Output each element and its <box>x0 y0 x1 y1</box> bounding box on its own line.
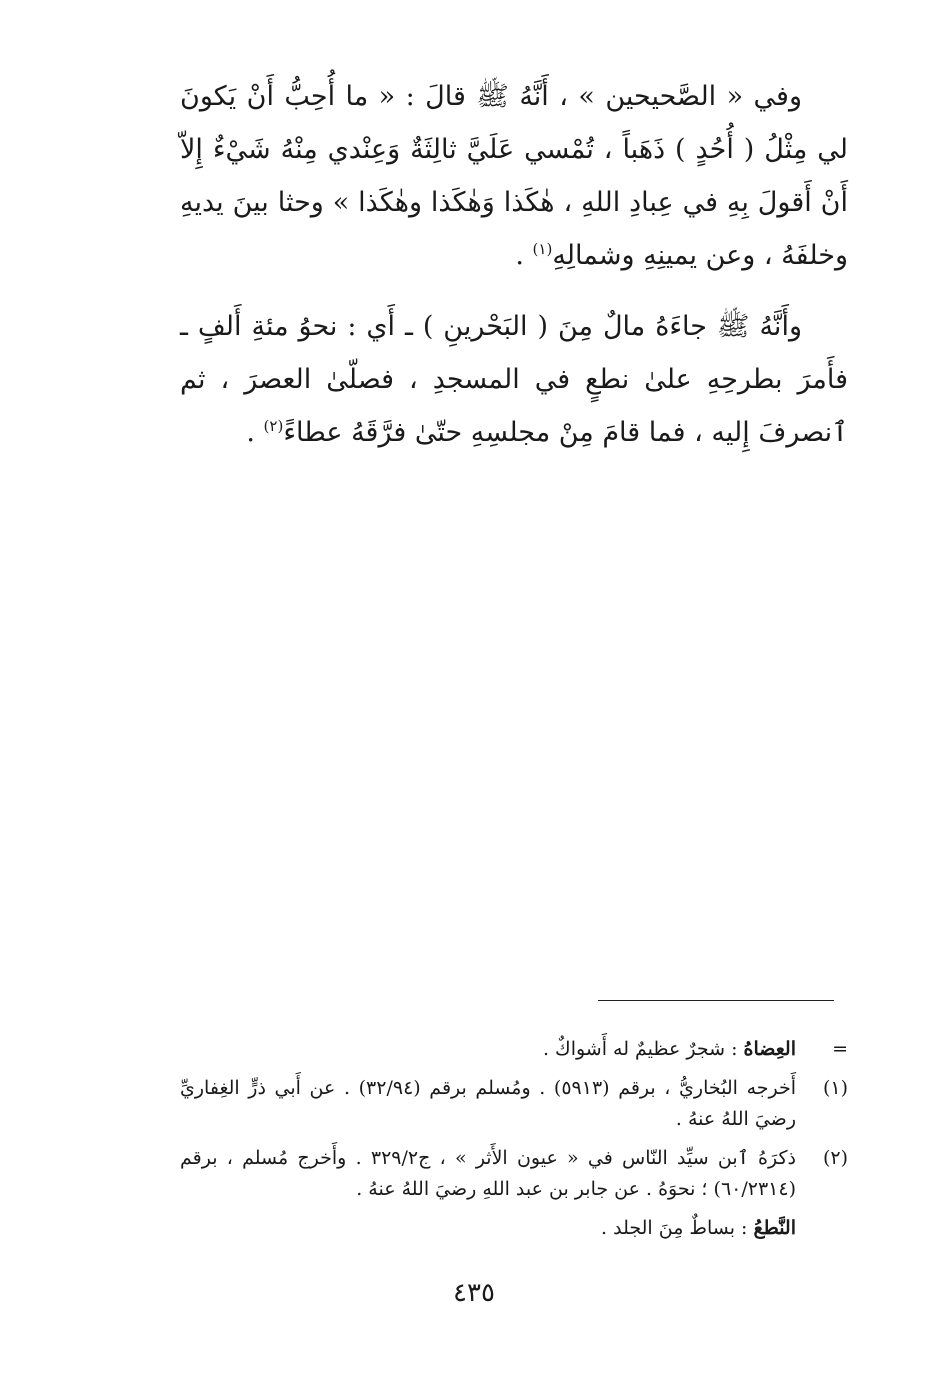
footnote-marker <box>796 1213 848 1244</box>
paragraph-2-line-2: بطرحِهِ علىٰ نطعٍ في المسجدِ ، فصلّىٰ العصرَ ، ثم ٱنصرفَ إِليه ، <box>180 364 848 448</box>
main-text <box>180 70 848 459</box>
footnote-number: (٢) <box>822 1147 848 1169</box>
paragraph-1-line-1: وفي « الصَّحيحين » ، أَنَّهُ ﷺ قالَ : « ما أُحِبُّ أَنْ يَكونَ لي مِثْلُ <box>180 81 848 165</box>
footnote-divider <box>598 1000 834 1001</box>
footnote-ref-1[interactable]: (١) <box>532 240 553 258</box>
footnote-number: (١) <box>822 1077 848 1099</box>
footnotes-section <box>180 1034 848 1252</box>
footnote-2 <box>180 1143 848 1205</box>
paragraph-2-end: . <box>246 417 264 448</box>
glossary-definition: : بساطٌ مِنَ الجلد . <box>601 1217 754 1239</box>
glossary-term: العِضاهُ <box>743 1038 796 1060</box>
paragraph-1-line-4: وشمالِهِ <box>552 240 635 271</box>
footnote-marker: = <box>832 1038 848 1060</box>
paragraph-2-line-3: فما قامَ مِنْ مجلسِهِ حتّىٰ فرَّقَهُ عطاءً <box>283 417 686 448</box>
paragraph-1 <box>180 70 848 282</box>
paragraph-2 <box>180 300 848 459</box>
footnote-continued <box>180 1034 848 1065</box>
glossary-term: النَّطعُ <box>753 1217 796 1239</box>
paragraph-1-line-3: عِبادِ اللهِ ، هٰكَذا وَهٰكَذا وهٰكَذا » وحثا بينَ يديهِ وخلفَهُ ، وعن يمينِهِ <box>180 187 848 271</box>
paragraph-2-line-1: وأَنَّهُ ﷺ جاءَهُ مالٌ مِنَ ( البَحْرينِ ) ـ أَي : نحوُ مئةِ أَلفٍ ـ فأَمرَ <box>180 311 848 395</box>
paragraph-1-end: . <box>515 240 533 271</box>
page-number: ٤٣٥ <box>453 1278 495 1308</box>
paragraph-1-line-2: ( أُحُدٍ ) ذَهَباً ، تُمْسي عَلَيَّ ثالِثَةٌ وَعِنْدي مِنْهُ شَيْءٌ إِلاّ أَنْ أَقولَ بِهِ في <box>180 134 849 218</box>
footnote-glossary <box>180 1213 848 1244</box>
footnote-text: أَخرجه البُخاريُّ ، برقم (٥٩١٣) . ومُسلم برقم (٣٢/٩٤) . عن أَبي ذرٍّ الغِفاريِّ رضيَ اللهُ عنهُ . <box>180 1077 797 1130</box>
footnote-1 <box>180 1073 848 1135</box>
footnote-ref-2[interactable]: (٢) <box>263 417 284 435</box>
footnote-text: ذكرَهُ ٱبن سيِّد النّاس في « عيون الأَثر » ، ج٣٢٩/٢ . وأَخرج مُسلم ، برقم (٦٠/٢٣١٤) ؛ نحوَهُ . عن جابر بن عبد اللهِ رضيَ اللهُ عنهُ . <box>180 1147 796 1200</box>
glossary-definition: : شجرٌ عظيمٌ له أَشواكٌ . <box>542 1038 744 1060</box>
